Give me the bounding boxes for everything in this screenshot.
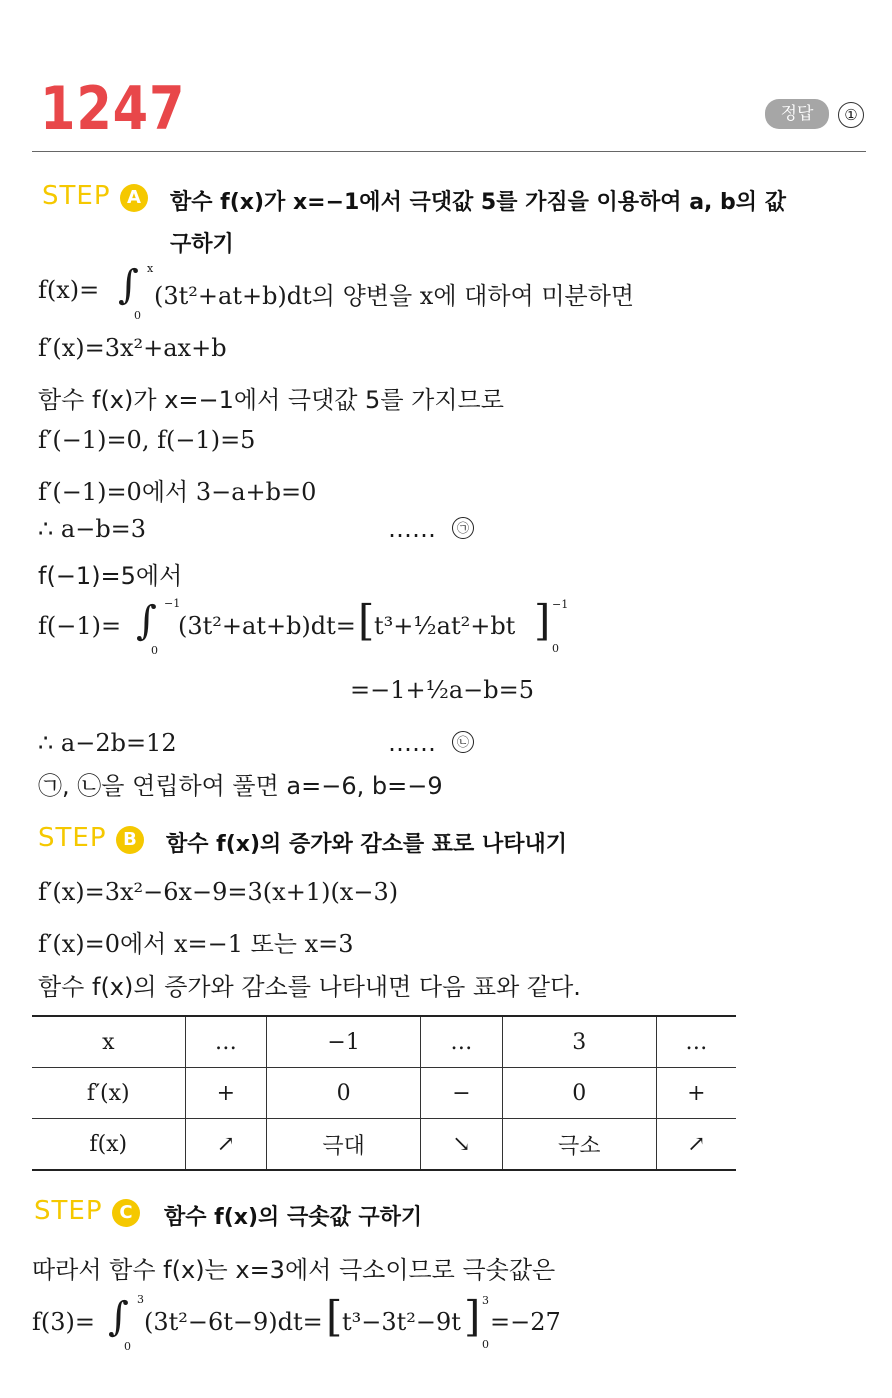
integral-sign-icon: ∫ [118,262,139,308]
integral-sign-icon: ∫ [108,1294,129,1340]
step-b-label: STEP [38,823,107,853]
marker-giyeok-icon: ㉠ [452,517,474,539]
table-cell: f(x) [32,1119,185,1171]
right-bracket-icon: ] [464,1292,481,1341]
table-cell: … [656,1016,736,1068]
table-cell: ↗ [656,1119,736,1171]
step-a-line3: 함수 f(x)가 x=−1에서 극댓값 5를 가지므로 [38,386,504,414]
left-bracket-icon: [ [358,596,375,645]
step-c-line2-result: =−27 [490,1308,561,1336]
step-a-line1-lower: 0 [134,309,141,322]
answer-badge: 정답 [765,99,829,129]
step-c-line2-lhs: f(3)= [32,1308,95,1336]
step-a-line8-b-lower: 0 [552,642,559,655]
step-a-line6: ∴ a−b=3 [38,515,147,543]
step-a-line11: ㉠, ㉡을 연립하여 풀면 a=−6, b=−9 [38,772,443,800]
table-row [32,1119,736,1171]
step-b-line3: 함수 f(x)의 증가와 감소를 나타내면 다음 표와 같다. [38,973,581,1001]
table-cell: + [185,1068,266,1119]
right-bracket-icon: ] [534,596,551,645]
table-cell: … [185,1016,266,1068]
step-a-letter: A [120,184,148,212]
step-c-letter: C [112,1199,140,1227]
problem-number: 1247 [40,74,186,144]
step-a-line8-lower: 0 [151,644,158,657]
answer-choice: ① [838,102,864,128]
step-c-line2-body: (3t²−6t−9)dt= [144,1308,323,1336]
table-cell: … [421,1016,502,1068]
step-a-label: STEP [42,181,111,211]
table-cell: x [32,1016,185,1068]
step-b-line2: f′(x)=0에서 x=−1 또는 x=3 [38,930,354,958]
left-bracket-icon: [ [326,1292,343,1341]
step-b-title: 함수 f(x)의 증가와 감소를 표로 나타내기 [166,832,567,857]
step-a-line2: f′(x)=3x²+ax+b [38,334,227,362]
step-b-letter: B [116,826,144,854]
table-cell: ↘ [421,1119,502,1171]
step-c-line1: 따라서 함수 f(x)는 x=3에서 극소이므로 극솟값은 [32,1256,556,1284]
step-a-line1-body: (3t²+at+b)dt의 양변을 x에 대하여 미분하면 [154,282,635,310]
step-a-line1-lhs: f(x)= [38,276,100,304]
step-a-line1-upper: x [147,262,154,275]
increase-decrease-table [32,1015,736,1171]
table-cell: 극대 [267,1119,421,1171]
step-c-title: 함수 f(x)의 극솟값 구하기 [164,1205,423,1230]
table-row [32,1016,736,1068]
step-a-line8-bracket: t³+½at²+bt [374,612,516,640]
step-b-line1: f′(x)=3x²−6x−9=3(x+1)(x−3) [38,878,399,906]
marker-nieun-icon: ㉡ [452,731,474,753]
step-a-line10-dots: …… [388,729,436,757]
table-cell: + [656,1068,736,1119]
table-cell: 3 [502,1016,656,1068]
table-cell: 극소 [502,1119,656,1171]
step-a-line5: f′(−1)=0에서 3−a+b=0 [38,478,317,506]
step-a-line8-b-upper: −1 [552,598,569,611]
table-cell: 0 [267,1068,421,1119]
step-a-line8-upper: −1 [164,597,181,610]
header-divider [32,151,866,152]
step-c-line2-lower: 0 [124,1340,131,1353]
integral-sign-icon: ∫ [136,598,157,644]
step-a-line7: f(−1)=5에서 [38,562,183,590]
table-cell: − [421,1068,502,1119]
table-cell: −1 [267,1016,421,1068]
step-a-line8-lhs: f(−1)= [38,612,122,640]
step-a-title-line2: 구하기 [170,232,234,257]
step-a-title-line1: 함수 f(x)가 x=−1에서 극댓값 5를 가짐을 이용하여 a, b의 값 [170,190,786,215]
step-c-line2-b-upper: 3 [482,1294,489,1307]
step-a-line4: f′(−1)=0, f(−1)=5 [38,426,256,454]
step-c-line2-b-lower: 0 [482,1338,489,1351]
table-cell: f′(x) [32,1068,185,1119]
step-a-line10: ∴ a−2b=12 [38,729,177,757]
table-row [32,1068,736,1119]
step-a-line8-body: (3t²+at+b)dt= [178,612,356,640]
step-c-line2-bracket: t³−3t²−9t [342,1308,461,1336]
step-a-line9: =−1+½a−b=5 [350,676,535,704]
table-cell: ↗ [185,1119,266,1171]
step-c-line2-upper: 3 [137,1293,144,1306]
table-cell: 0 [502,1068,656,1119]
step-c-label: STEP [34,1196,103,1226]
step-a-line6-dots: …… [388,515,436,543]
